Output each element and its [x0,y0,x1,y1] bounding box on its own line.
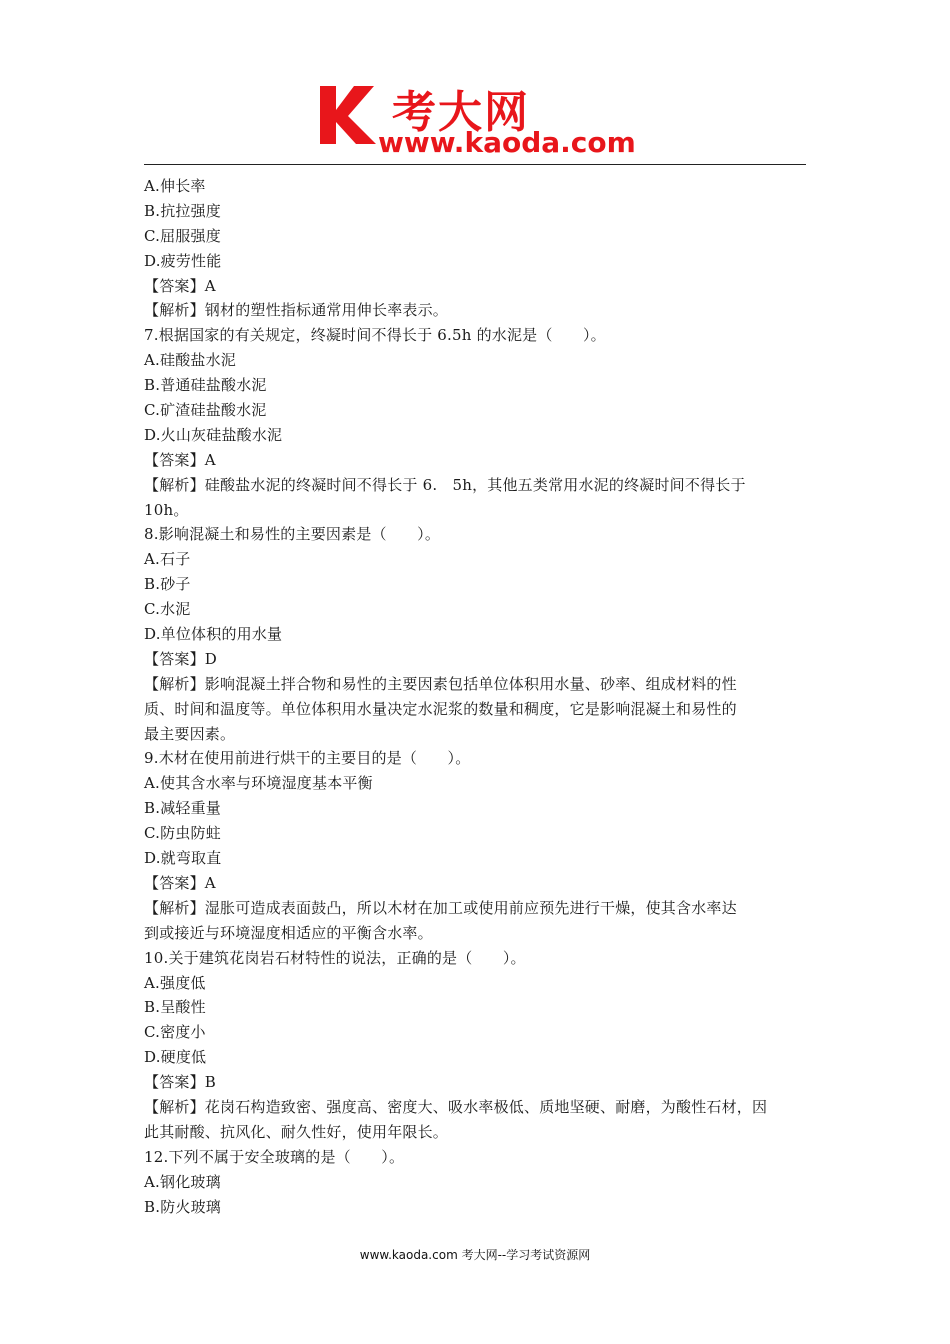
text-line: A.使其含水率与环境湿度基本平衡 [144,774,373,793]
text-line: 【答案】D [144,649,218,668]
text-line: D.就弯取直 [144,849,222,868]
text-line: 7.根据国家的有关规定，终凝时间不得长于 6.5h 的水泥是（ ）。 [144,326,606,345]
text-line: 【答案】A [144,276,216,295]
text-line: B.防火玻璃 [144,1197,221,1216]
text-line: B.抗拉强度 [144,201,221,220]
text-line: B.普通硅盐酸水泥 [144,376,267,395]
text-line: 8.影响混凝土和易性的主要因素是（ ）。 [144,525,441,544]
page-footer: www.kaoda.com 考大网--学习考试资源网 [359,1248,591,1262]
text-line: C.水泥 [144,600,191,619]
text-line: 【解析】钢材的塑性指标通常用伸长率表示。 [144,301,449,320]
text-line: A.强度低 [144,973,206,992]
text-line: 【解析】硅酸盐水泥的终凝时间不得长于 6. 5h，其他五类常用水泥的终凝时间不得长于 [144,475,746,494]
text-line: 【解析】影响混凝土拌合物和易性的主要因素包括单位体积用水量、砂率、组成材料的性 [144,674,737,693]
text-line: 【解析】湿胀可造成表面鼓凸，所以木材在加工或使用前应预先进行干燥，使其含水率达 [144,898,737,917]
logo-title: 考大网 [392,87,530,138]
kaoda-logo [318,82,638,160]
text-line: 到或接近与环境湿度相适应的平衡含水率。 [144,923,433,942]
text-line: B.减轻重量 [144,799,221,818]
document-body [144,174,808,1219]
text-line: A.钢化玻璃 [144,1172,221,1191]
logo-url: www.kaoda.com [378,126,636,159]
header-divider [144,164,806,165]
text-line: A.硅酸盐水泥 [144,351,237,370]
text-line: C.密度小 [144,1023,206,1042]
text-line: A.石子 [144,550,191,569]
text-line: C.防虫防蛀 [144,824,221,843]
text-line: 【答案】A [144,873,216,892]
text-line: C.屈服强度 [144,226,221,245]
text-line: D.火山灰硅盐酸水泥 [144,425,283,444]
text-line: D.硬度低 [144,1048,207,1067]
text-line: 12.下列不属于安全玻璃的是（ ）。 [144,1147,405,1166]
text-line: 【答案】A [144,450,216,469]
text-line: C.矿渣硅盐酸水泥 [144,401,267,420]
text-line: 【答案】B [144,1073,217,1092]
text-line: 10h。 [144,500,189,519]
text-line: 此其耐酸、抗风化、耐久性好，使用年限长。 [144,1122,449,1141]
text-line: 最主要因素。 [144,724,236,743]
text-line: A.伸长率 [144,177,206,195]
text-line: 【解析】花岗石构造致密、强度高、密度大、吸水率极低、质地坚硬、耐磨，为酸性石材，因 [144,1097,768,1116]
text-line: B.砂子 [144,575,191,594]
text-line: 10.关于建筑花岗岩石材特性的说法，正确的是（ ）。 [144,948,526,967]
text-line: 9.木材在使用前进行烘干的主要目的是（ ）。 [144,749,471,768]
text-line: D.疲劳性能 [144,251,222,270]
text-line: 质、时间和温度等。单位体积用水量决定水泥浆的数量和稠度，它是影响混凝土和易性的 [144,699,737,718]
text-line: D.单位体积的用水量 [144,625,283,644]
text-line: B.呈酸性 [144,998,206,1017]
